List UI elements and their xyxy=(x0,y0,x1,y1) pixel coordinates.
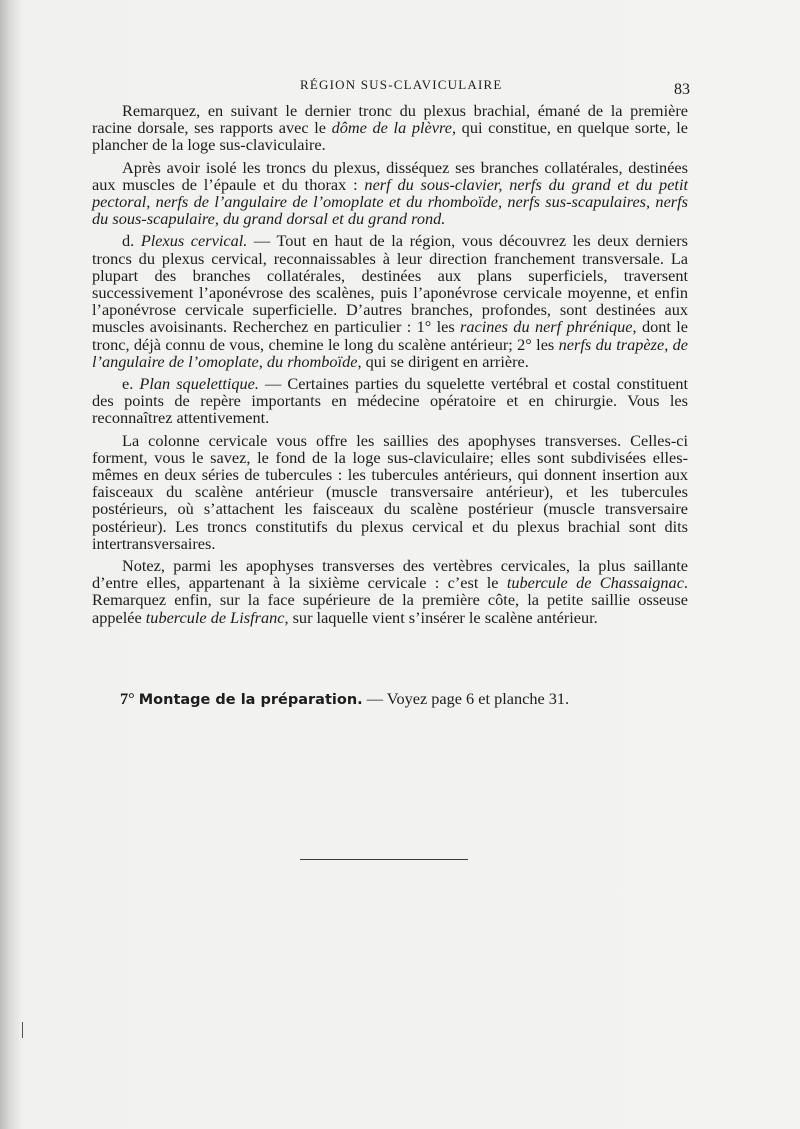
italic-text: du rhomboïde xyxy=(266,351,358,371)
section-heading: Montage de la préparation. xyxy=(138,692,363,708)
end-rule xyxy=(300,859,468,860)
paragraph xyxy=(92,232,688,370)
text-run: . Remarquez enfin, sur la face supérieure de la première côte, la petite saillie osseuse appelée xyxy=(92,573,688,627)
paragraph xyxy=(92,557,688,626)
section-heading-line xyxy=(120,689,680,709)
text-run: — Tout en haut de la région, vous découvrez les deux derniers troncs du plexus cervical, reconnaissables à leur direction franchement transversale. La plupart des branches collatérales, destinées aux plans superficiels, traversent successivement l’aponévrose des scalènes, puis l’aponévrose cervicale moyenne, et enfin l’aponévrose cervicale superficielle. D’autres branches, profondes, sont destinées aux muscles avoisinants. Recherchez en particulier : 1° les xyxy=(92,231,689,337)
text-run: La colonne cervicale vous offre les saillies des apophyses transverses. Celles-ci forment, vous le savez, le fond de la loge sus-claviculaire; elles sont subdivisées elles-mêmes en deux séries de tubercules : les tubercules antérieurs, qui donnent insertion aux faisceaux du scalène antérieur (muscle transversaire antérieur), et les tubercules postérieurs, où s’attachent les faisceaux du scalène postérieur (muscle transversaire postérieur). Les troncs constitutifs du plexus cervical et du plexus brachial sont dits intertransversaires. xyxy=(92,430,688,553)
text-run: e. xyxy=(122,374,140,394)
text-run: — Certaines parties du squelette vertébral et costal constituent des points de repère importants en médecine opératoire et en chirurgie. Vous les reconnaîtrez attentivement. xyxy=(92,374,689,428)
text-run: Remarquez, en suivant le dernier tronc du plexus brachial, émané de la première racine dorsale, ses rapports avec le xyxy=(92,101,688,138)
margin-mark xyxy=(22,1022,23,1038)
italic-text: tubercule de Lisfranc xyxy=(145,607,285,627)
italic-text: de l’angulaire de l’omoplate xyxy=(92,334,689,371)
paragraph xyxy=(92,102,688,154)
italic-text: dôme de la plèvre xyxy=(331,118,452,138)
paragraph xyxy=(92,159,688,228)
italic-text: nerfs du trapèze xyxy=(558,334,665,354)
text-run: , xyxy=(258,351,267,371)
text-run: , sur laquelle vient s’insérer le scalène antérieur. xyxy=(284,607,598,627)
running-title: RÉGION SUS-CLAVICULAIRE xyxy=(300,77,503,92)
section-number: 7° xyxy=(120,689,135,708)
section-text: — Voyez page 6 et planche 31. xyxy=(362,689,570,708)
italic-text: racines du nerf phrénique xyxy=(460,317,633,337)
text-run: Après avoir isolé les troncs du plexus, disséquez ses branches collatérales, destinées aux muscles de l’épaule et du thorax : xyxy=(92,157,688,194)
page-number: 83 xyxy=(674,81,690,98)
text-run: , qui se dirigent en arrière. xyxy=(357,351,529,371)
text-run: d. xyxy=(122,231,141,251)
text-run: Notez, parmi les apophyses transverses des vertèbres cervicales, la plus saillante d’entre elles, appartenant à la sixième cervicale : c’est le xyxy=(92,556,688,593)
italic-text: nerf du sous-clavier, nerfs du grand et du petit pectoral, nerfs de l’angulaire de l’omoplate et du rhomboïde, nerfs sus-scapulaires, nerfs du sous-scapulaire, du grand dorsal et du grand rond. xyxy=(92,174,688,229)
body-text xyxy=(92,102,688,631)
text-run: , dont le tronc, déjà connu de vous, chemine le long du scalène antérieur; 2° les xyxy=(92,317,689,354)
paragraph xyxy=(92,375,688,427)
text-run: , qui constitue, en quelque sorte, le plancher de la loge sus-claviculaire. xyxy=(92,118,688,155)
page-header xyxy=(0,77,800,101)
paragraph xyxy=(92,432,688,552)
italic-text: Plan squelettique. xyxy=(139,374,259,394)
text-run: , xyxy=(664,334,673,354)
italic-text: Plexus cervical. xyxy=(140,231,248,251)
italic-text: tubercule de Chassaignac xyxy=(506,573,684,593)
